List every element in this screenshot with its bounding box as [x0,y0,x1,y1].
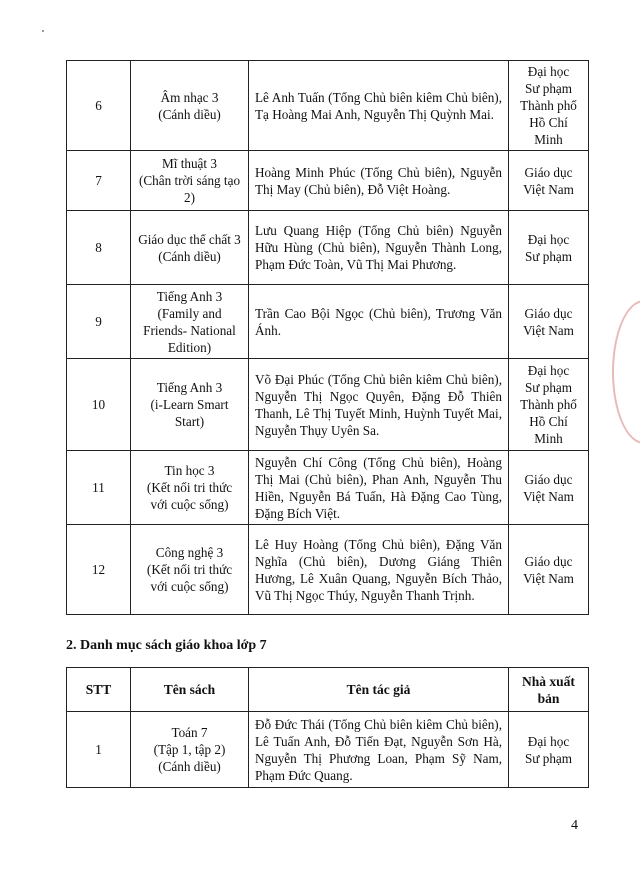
publisher-cell [509,61,589,151]
publisher-line: Hồ Chí Minh [529,414,568,446]
table-row [67,285,589,359]
authors-cell: Võ Đại Phúc (Tổng Chủ biên kiêm Chủ biên), Nguyễn Thị Ngọc Quyên, Đặng Đỗ Thiên Thanh, Lê Thị Tuyết Minh, Huỳnh Tuyết Mai, Nguyễn Thụy Uyên Sa. [249,359,509,451]
book-name-cell [131,285,249,359]
authors-cell: Lê Huy Hoàng (Tổng Chủ biên), Đặng Văn Nghĩa (Chủ biên), Dương Giáng Thiên Hương, Lê Xuân Quang, Nguyễn Bích Thảo, Vũ Thị Ngọc Thúy, Nguyễn Thanh Trịnh. [249,525,509,615]
table-row [67,61,589,151]
page-number: 4 [571,818,578,833]
header-name: Tên sách [131,668,249,712]
stt-cell: 12 [67,525,131,615]
publisher-line: Việt Nam [523,488,574,504]
authors-cell: Hoàng Minh Phúc (Tổng Chủ biên), Nguyễn Thị May (Chủ biên), Đỗ Việt Hoàng. [249,151,509,211]
book-name-line: (Family and [157,305,222,321]
table-row [67,525,589,615]
authors-cell: Trần Cao Bội Ngọc (Chủ biên), Trương Văn Ánh. [249,285,509,359]
publisher-cell [509,285,589,359]
publisher-line: Hồ Chí Minh [529,115,568,147]
publisher-line: Đại học [527,231,570,247]
textbook-table-grade7 [66,667,589,788]
publisher-line: Đại học [527,64,570,79]
authors-cell: Lê Anh Tuấn (Tổng Chủ biên kiêm Chủ biên), Tạ Hoàng Mai Anh, Nguyễn Thị Quỳnh Mai. [249,61,509,151]
book-name-line: (Chân trời sáng tạo [138,173,241,188]
publisher-line: Giáo dục [524,305,573,321]
header-authors: Tên tác giả [249,668,509,712]
book-name-line: Start) [174,414,205,429]
book-name-cell [131,61,249,151]
book-name-line: (Kết nối tri thức [146,562,233,577]
stt-cell: 6 [67,61,131,151]
book-name-cell [131,451,249,525]
table-row [67,211,589,285]
stt-cell: 7 [67,151,131,211]
book-name-line: Công nghệ 3 [155,545,224,560]
book-name-line: 2) [184,190,195,205]
red-seal-stamp [612,300,640,444]
publisher-cell [509,211,589,285]
book-name-cell [131,211,249,285]
stt-cell: 11 [67,451,131,525]
header-row [67,668,589,712]
book-name-cell [131,151,249,211]
book-name-cell [131,359,249,451]
book-name-line: (Tập 1, tập 2) [153,742,226,757]
book-name-line: Âm nhạc 3 [160,89,219,105]
authors-cell: Lưu Quang Hiệp (Tổng Chủ biên) Nguyễn Hữu Hùng (Chủ biên), Nguyễn Thành Long, Phạm Đức Toàn, Vũ Thị Mai Phương. [249,211,509,285]
book-name-line: với cuộc sống) [150,497,229,512]
table1-body [67,61,589,615]
publisher-line: Sư phạm [524,750,573,766]
table-row [67,712,589,788]
publisher-cell [509,451,589,525]
publisher-line: Sư phạm [524,81,573,96]
book-name-line: với cuộc sống) [150,579,229,594]
book-name-line: Mĩ thuật 3 [162,156,217,171]
stt-cell: 1 [67,712,131,788]
book-name-line: Toán 7 [171,725,208,740]
publisher-line: Giáo dục [524,471,573,487]
book-name-line: Edition) [167,339,212,355]
table2-body [67,712,589,788]
publisher-line: Việt Nam [523,570,574,586]
book-name-line: Tiếng Anh 3 [156,380,223,395]
publisher-line: Giáo dục [524,164,573,180]
publisher-cell [509,525,589,615]
book-name-cell [131,712,249,788]
publisher-line: Sư phạm [524,380,573,395]
publisher-cell [509,712,589,788]
header-publisher: Nhà xuất bản [509,668,589,712]
header-stt: STT [67,668,131,712]
publisher-line: Đại học [527,733,570,749]
authors-cell: Đỗ Đức Thái (Tổng Chủ biên kiêm Chủ biên), Lê Tuấn Anh, Đỗ Tiến Đạt, Nguyễn Sơn Hà, Nguyễn Thị Phương Loan, Phạm Sỹ Nam, Phạm Đức Quang. [249,712,509,788]
book-name-line: Tiếng Anh 3 [156,288,223,304]
textbook-table-grade3 [66,60,589,615]
book-name-line: Friends- National [143,322,236,338]
table-row [67,451,589,525]
authors-cell: Nguyễn Chí Công (Tổng Chủ biên), Hoàng Thị Mai (Chủ biên), Phan Anh, Nguyễn Thu Hiền, Nguyễn Bá Tuấn, Hà Đặng Cao Tùng, Đặng Bích Việt. [249,451,509,525]
stt-cell: 10 [67,359,131,451]
book-name-line: (Cánh diều) [158,106,221,122]
publisher-cell [509,151,589,211]
section-heading: 2. Danh mục sách giáo khoa lớp 7 [66,638,267,653]
book-name-line: (Kết nối tri thức [146,480,233,495]
book-name-line: Giáo dục thể chất 3 [138,231,241,247]
book-name-line: (Cánh diều) [158,759,221,774]
book-name-line: (i-Learn Smart [150,397,229,412]
stt-cell: 9 [67,285,131,359]
book-name-line: Tin học 3 [164,463,215,478]
publisher-cell [509,359,589,451]
scan-mark [42,30,44,32]
book-name-line: (Cánh diều) [158,248,221,264]
publisher-line: Giáo dục [524,553,573,569]
publisher-line: Việt Nam [523,181,574,197]
publisher-line: Thành phố [520,98,577,113]
table-row [67,359,589,451]
publisher-line: Đại học [527,363,570,378]
book-name-cell [131,525,249,615]
publisher-line: Sư phạm [524,248,573,264]
publisher-line: Thành phố [520,397,577,412]
stt-cell: 8 [67,211,131,285]
publisher-line: Việt Nam [523,322,574,338]
table-row [67,151,589,211]
